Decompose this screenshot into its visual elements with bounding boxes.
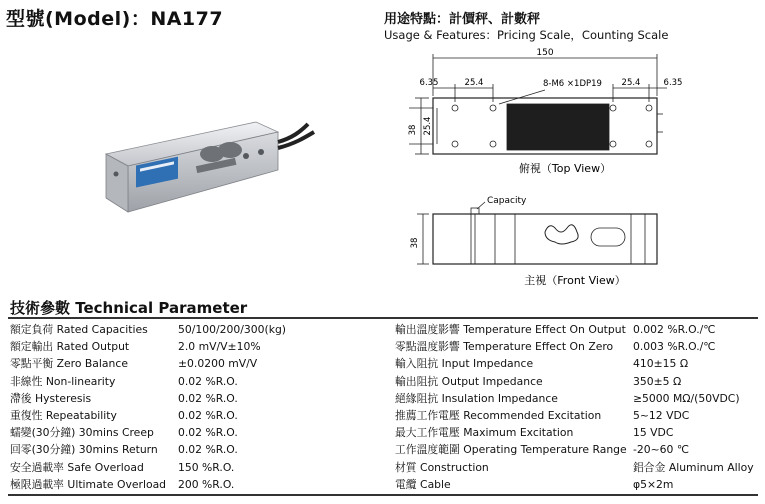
param-value: 50/100/200/300(kg) (178, 323, 287, 336)
dim-254-left: 25.4 (464, 78, 484, 88)
divider-bottom (8, 494, 758, 496)
param-value: -20~60 ℃ (633, 443, 689, 457)
dim-635-right: 6.35 (663, 78, 683, 88)
top-view-label: 俯視（Top View） (518, 162, 612, 175)
param-row (10, 373, 380, 390)
param-row (395, 441, 765, 458)
hole-note: 8-M6 ×1DP19 (543, 79, 602, 89)
param-label: 材質 Construction (395, 460, 489, 474)
dim-38-top: 38 (408, 124, 418, 136)
model-title: 型號(Model)：NA177 (6, 8, 224, 30)
top-view (409, 54, 667, 154)
param-label: 回零(30分鐘) 30mins Return (10, 443, 158, 457)
param-row (395, 459, 765, 476)
param-value: 0.002 %R.O./℃ (633, 323, 716, 336)
param-label: 工作溫度範圍 Operating Temperature Range (395, 443, 627, 457)
param-row (395, 338, 765, 355)
param-row (10, 338, 380, 355)
param-row (395, 407, 765, 424)
param-row (10, 390, 380, 407)
param-value: 200 %R.O. (178, 477, 235, 491)
param-label: 滯後 Hysteresis (10, 391, 92, 405)
param-row (395, 321, 765, 338)
dim-254-right: 25.4 (621, 78, 641, 88)
param-row (10, 321, 380, 338)
param-row (395, 373, 765, 390)
param-row (395, 390, 765, 407)
param-row (10, 424, 380, 441)
param-value: 2.0 mV/V±10% (178, 340, 261, 354)
divider-top (8, 317, 758, 319)
param-row (395, 476, 765, 493)
param-label: 輸出阻抗 Output Impedance (395, 374, 543, 388)
param-value: 0.003 %R.O./℃ (633, 340, 716, 354)
param-value: 15 VDC (633, 426, 674, 440)
param-label: 電纜 Cable (395, 477, 451, 491)
param-label: 輸入阻抗 Input Impedance (395, 357, 534, 371)
dim-254-vertical: 25.4 (423, 116, 433, 136)
param-label: 零點平衡 Zero Balance (10, 357, 128, 371)
technical-drawings (395, 46, 765, 296)
tech-param-title: 技術參數 Technical Parameter (10, 299, 248, 317)
param-value: 410±15 Ω (633, 357, 689, 371)
param-value: 350±5 Ω (633, 374, 682, 388)
param-value: 0.02 %R.O. (178, 391, 238, 405)
param-value: 鋁合金 Aluminum Alloy (633, 460, 754, 474)
param-label: 額定負荷 Rated Capacities (10, 323, 148, 336)
param-label: 推薦工作電壓 Recommended Excitation (395, 408, 602, 422)
param-table-left (10, 321, 380, 493)
dim-38-front: 38 (410, 237, 420, 249)
param-value: 0.02 %R.O. (178, 408, 238, 422)
param-table-right (395, 321, 765, 493)
load-cell-photo (96, 110, 318, 225)
param-label: 重復性 Repeatability (10, 408, 117, 422)
param-label: 蠕變(30分鐘) 30mins Creep (10, 426, 154, 440)
capacity-label: Capacity (487, 196, 527, 206)
dim-635-left: 6.35 (419, 78, 439, 88)
front-view (417, 202, 657, 264)
param-row (10, 441, 380, 458)
param-label: 額定輸出 Rated Output (10, 340, 130, 354)
param-value: 0.02 %R.O. (178, 374, 238, 388)
param-label: 零點溫度影響 Temperature Effect On Zero (395, 340, 614, 354)
param-value: 5~12 VDC (633, 408, 690, 422)
param-label: 極限過載率 Ultimate Overload (10, 477, 167, 491)
front-view-label: 主視（Front View） (524, 274, 626, 287)
param-label: 最大工作電壓 Maximum Excitation (395, 426, 574, 440)
param-row (10, 459, 380, 476)
param-row (10, 355, 380, 372)
usage-title-en: Usage & Features：Pricing Scale，Counting Scale (384, 28, 669, 42)
param-row (395, 355, 765, 372)
param-row (395, 424, 765, 441)
param-row (10, 476, 380, 493)
param-value: 150 %R.O. (178, 460, 235, 474)
dim-150: 150 (536, 48, 554, 58)
param-value: 0.02 %R.O. (178, 443, 238, 457)
param-value: ≥5000 MΩ/(50VDC) (633, 391, 740, 405)
param-label: 絕緣阻抗 Insulation Impedance (395, 391, 558, 405)
param-value: ±0.0200 mV/V (178, 357, 258, 371)
param-value: 0.02 %R.O. (178, 426, 238, 440)
param-row (10, 407, 380, 424)
param-label: 安全過載率 Safe Overload (10, 460, 144, 474)
usage-title-cn: 用途特點：計價秤、計數秤 (384, 12, 541, 27)
param-label: 輸出溫度影響 Temperature Effect On Output (395, 323, 626, 336)
param-value: φ5×2m (633, 477, 674, 491)
param-label: 非線性 Non-linearity (10, 374, 116, 388)
